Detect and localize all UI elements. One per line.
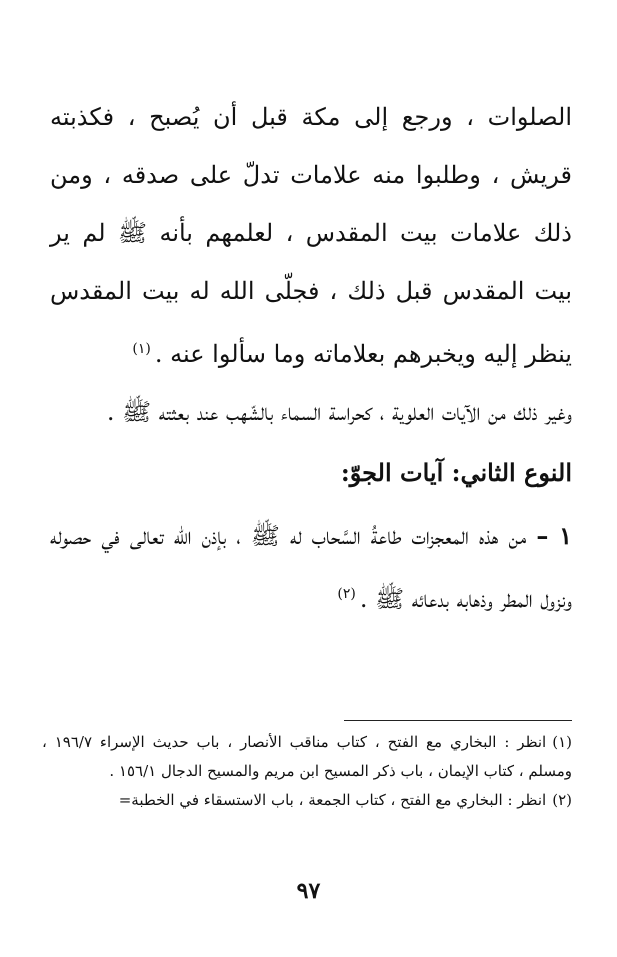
footnote-2 [42, 786, 572, 815]
section-heading: النوع الثاني: آيات الجوّ: [340, 458, 572, 487]
paragraph-text: وغير ذلك من الآيات العلوية ، كحراسة السماء بالشّهب عند بعثته ﷺ . [106, 398, 572, 426]
paragraph-isra-signs [50, 88, 572, 383]
paragraph-heavenly-signs [50, 383, 572, 441]
page-number: ٩٧ [296, 878, 321, 904]
footnote-ref-2: (٢) [337, 586, 356, 602]
footnote-text: انظر : البخاري مع الفتح ، كتاب الجمعة ، باب الاستسقاء في الخطبة= [118, 791, 547, 809]
footnote-number: (١) [552, 733, 573, 751]
item-text: من هذه المعجزات طاعةُ السَّحاب له ﷺ ، بإذن الله تعالى في حصوله ونزول المطر وذهابه بدعائه ﷺ . [50, 522, 572, 613]
footnote-text: انظر : البخاري مع الفتح ، كتاب مناقب الأنصار ، باب حديث الإسراء ١٩٦/٧ ، ومسلم ، كتاب الإيمان ، باب ذكر المسيح ابن مريم والمسيح الدجال ١٥٦/١ . [42, 733, 572, 780]
footnote-number: (٢) [552, 791, 572, 809]
numbered-item-1 [50, 507, 572, 628]
footnote-ref-1: (١) [132, 341, 151, 357]
paragraph-text: الصلوات ، ورجع إلى مكة قبل أن يُصبح ، فكذبته قريش ، وطلبوا منه علامات تدلّ على صدقه ، ومن ذلك علامات بيت المقدس ، لعلمهم بأنه ﷺ لم ير بيت المقدس قبل ذلك ، فجلّى الله له بيت المقدس ينظر إليه ويخبرهم بعلاماته وما سألوا عنه . [50, 103, 572, 368]
item-number: ١ – [536, 521, 572, 550]
main-text [50, 88, 572, 628]
footnotes [42, 728, 572, 815]
footnote-separator [344, 720, 572, 721]
footnote-1 [42, 728, 572, 786]
